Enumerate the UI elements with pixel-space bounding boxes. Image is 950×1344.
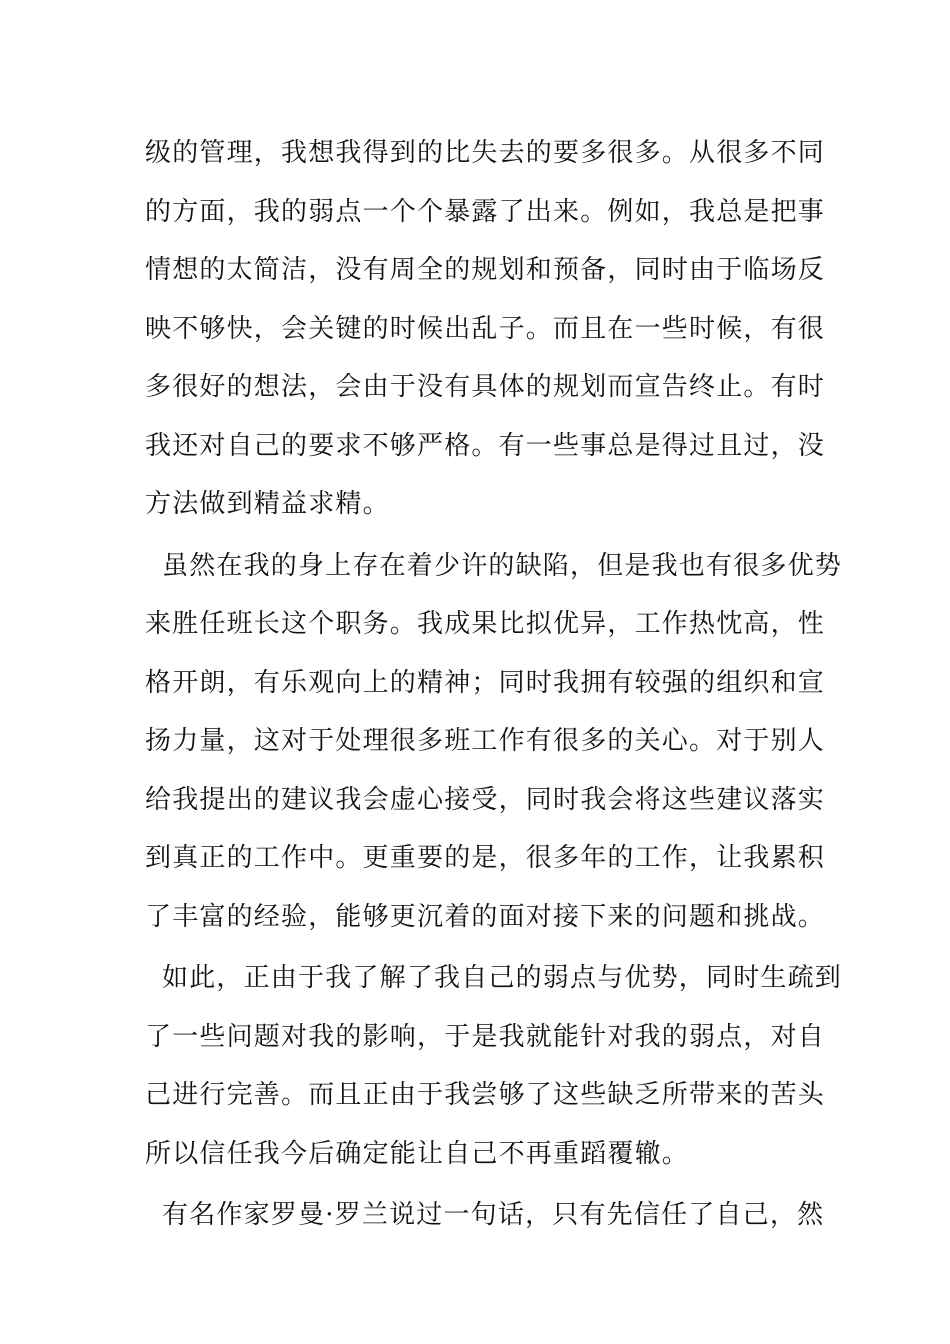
text-line: 有名作家罗曼·罗兰说过一句话，只有先信任了自己，然 — [162, 1200, 825, 1230]
text-line: 如此，正由于我了解了我自己的弱点与优势，同时生疏到 — [162, 963, 843, 993]
text-line: 情想的太简洁，没有周全的规划和预备，同时由于临场反 — [145, 255, 826, 285]
text-line: 多很好的想法，会由于没有具体的规划而宣告终止。有时 — [145, 372, 826, 402]
text-line: 了丰富的经验，能够更沉着的面对接下来的问题和挑战。 — [145, 901, 826, 932]
text-line: 来胜任班长这个职务。我成果比拟优异，工作热忱高，性 — [145, 609, 826, 639]
text-line: 映不够快，会关键的时候出乱子。而且在一些时候，有很 — [145, 313, 826, 344]
text-line: 了一些问题对我的影响，于是我就能针对我的弱点，对自 — [145, 1021, 826, 1052]
text-line: 方法做到精益求精。 — [145, 489, 390, 519]
paragraph-3 — [145, 949, 843, 1183]
paragraph-4 — [145, 1186, 825, 1245]
text-line: 格开朗，有乐观向上的精神；同时我拥有较强的组织和宣 — [145, 667, 826, 698]
text-line: 所以信任我今后确定能让自己不再重蹈覆辙。 — [145, 1138, 690, 1169]
text-line: 己进行完善。而且正由于我尝够了这些缺乏所带来的苦头 — [145, 1080, 826, 1110]
body-text — [145, 124, 843, 1245]
text-line: 级的管理，我想我得到的比失去的要多很多。从很多不同 — [145, 138, 826, 168]
text-line: 扬力量，这对于处理很多班工作有很多的关心。对于别人 — [145, 726, 826, 756]
text-line: 虽然在我的身上存在着少许的缺陷，但是我也有很多优势 — [162, 550, 843, 581]
paragraph-2 — [145, 537, 843, 947]
paragraph-1 — [145, 124, 826, 534]
text-line: 到真正的工作中。更重要的是，很多年的工作，让我累积 — [145, 843, 826, 873]
text-line: 的方面，我的弱点一个个暴露了出来。例如，我总是把事 — [145, 196, 826, 227]
text-line: 我还对自己的要求不够严格。有一些事总是得过且过，没 — [145, 430, 826, 461]
text-line: 给我提出的建议我会虚心接受，同时我会将这些建议落实 — [145, 784, 826, 815]
